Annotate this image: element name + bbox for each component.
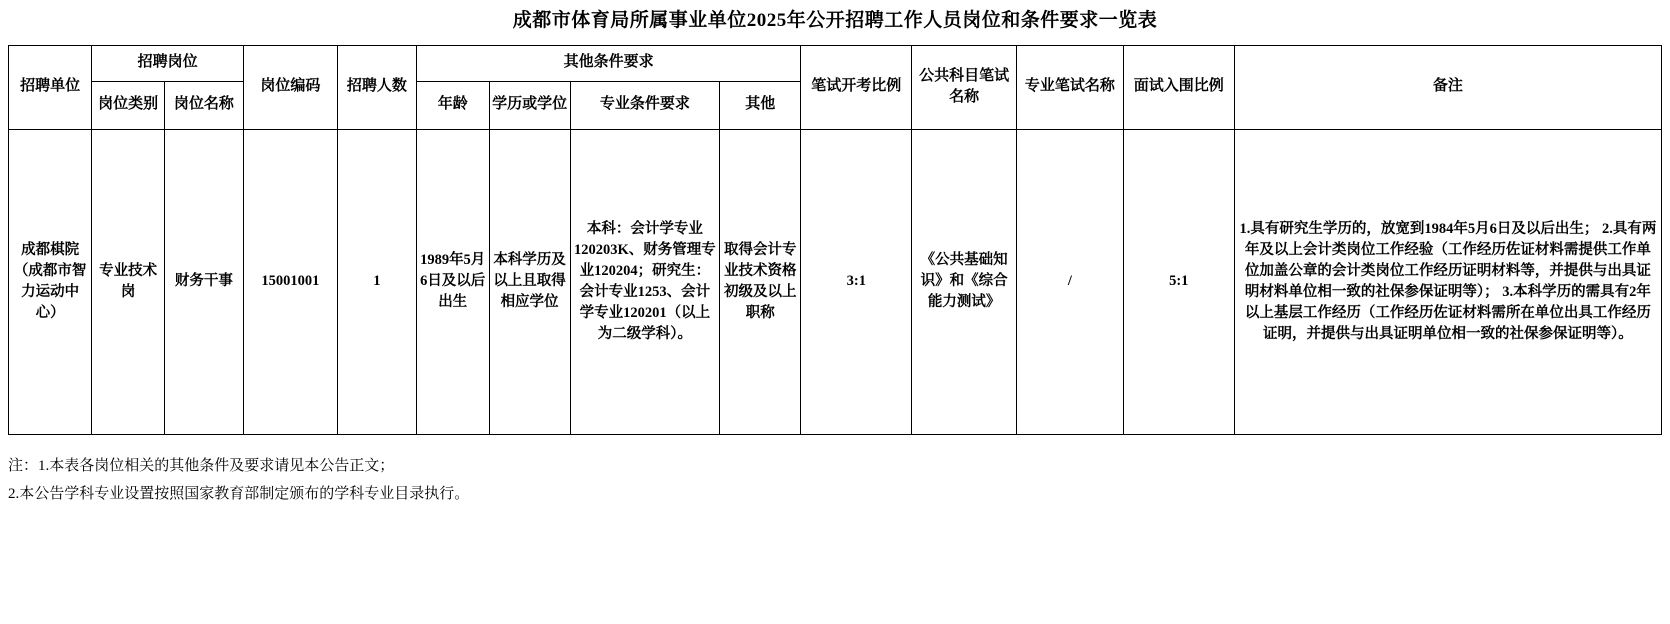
cell-position-category: 专业技术岗 <box>92 129 165 434</box>
header-row-1 <box>9 45 1662 81</box>
table-row <box>9 129 1662 434</box>
page-title: 成都市体育局所属事业单位2025年公开招聘工作人员岗位和条件要求一览表 <box>512 10 1158 31</box>
table-body <box>9 129 1662 434</box>
header-remarks: 备注 <box>1234 45 1661 129</box>
header-professional-exam-name: 专业笔试名称 <box>1016 45 1123 129</box>
cell-position-name: 财务干事 <box>164 129 243 434</box>
header-unit: 招聘单位 <box>9 45 92 129</box>
note-line-1: 注：1.本表各岗位相关的其他条件及要求请见本公告正文； <box>8 457 395 474</box>
header-major: 专业条件要求 <box>570 81 719 129</box>
header-position-group: 招聘岗位 <box>92 45 244 81</box>
header-exam-ratio: 笔试开考比例 <box>801 45 912 129</box>
header-other-requirements-group: 其他条件要求 <box>416 45 800 81</box>
cell-exam-ratio: 3:1 <box>801 129 912 434</box>
cell-age: 1989年5月6日及以后出生 <box>416 129 489 434</box>
recruitment-table <box>8 45 1662 435</box>
header-position-code: 岗位编码 <box>243 45 337 129</box>
header-position-name: 岗位名称 <box>164 81 243 129</box>
table-header <box>9 45 1662 129</box>
cell-remarks: 1.具有研究生学历的，放宽到1984年5月6日及以后出生； 2.具有两年及以上会计类岗位工作经验（工作经历佐证材料需提供工作单位加盖公章的会计类岗位工作经历证明材料等，并提供与出具证明材料单位相一致的社保参保证明等）； 3.本科学历的需具有2年以上基层工作经历（工作经历佐证材料需所在单位出具工作经历证明，并提供与出具证明单位相一致的社保参保证明等）。 <box>1234 129 1661 434</box>
table-notes <box>8 435 1662 509</box>
header-interview-ratio: 面试入围比例 <box>1123 45 1234 129</box>
cell-unit: 成都棋院（成都市智力运动中心） <box>9 129 92 434</box>
cell-position-code: 15001001 <box>243 129 337 434</box>
cell-major: 本科：会计学专业120203K、财务管理专业120204；研究生：会计专业1253、会计学专业120201（以上为二级学科）。 <box>570 129 719 434</box>
cell-other: 取得会计专业技术资格初级及以上职称 <box>720 129 801 434</box>
cell-interview-ratio: 5:1 <box>1123 129 1234 434</box>
cell-public-subject-exam: 《公共基础知识》和《综合能力测试》 <box>912 129 1017 434</box>
header-other: 其他 <box>720 81 801 129</box>
note-line-2: 2.本公告学科专业设置按照国家教育部制定颁布的学科专业目录执行。 <box>8 485 470 502</box>
header-public-subject-exam: 公共科目笔试名称 <box>912 45 1017 129</box>
header-headcount: 招聘人数 <box>337 45 416 129</box>
cell-professional-exam-name: / <box>1016 129 1123 434</box>
header-position-category: 岗位类别 <box>92 81 165 129</box>
cell-education: 本科学历及以上且取得相应学位 <box>489 129 570 434</box>
header-age: 年龄 <box>416 81 489 129</box>
cell-headcount: 1 <box>337 129 416 434</box>
header-education: 学历或学位 <box>489 81 570 129</box>
